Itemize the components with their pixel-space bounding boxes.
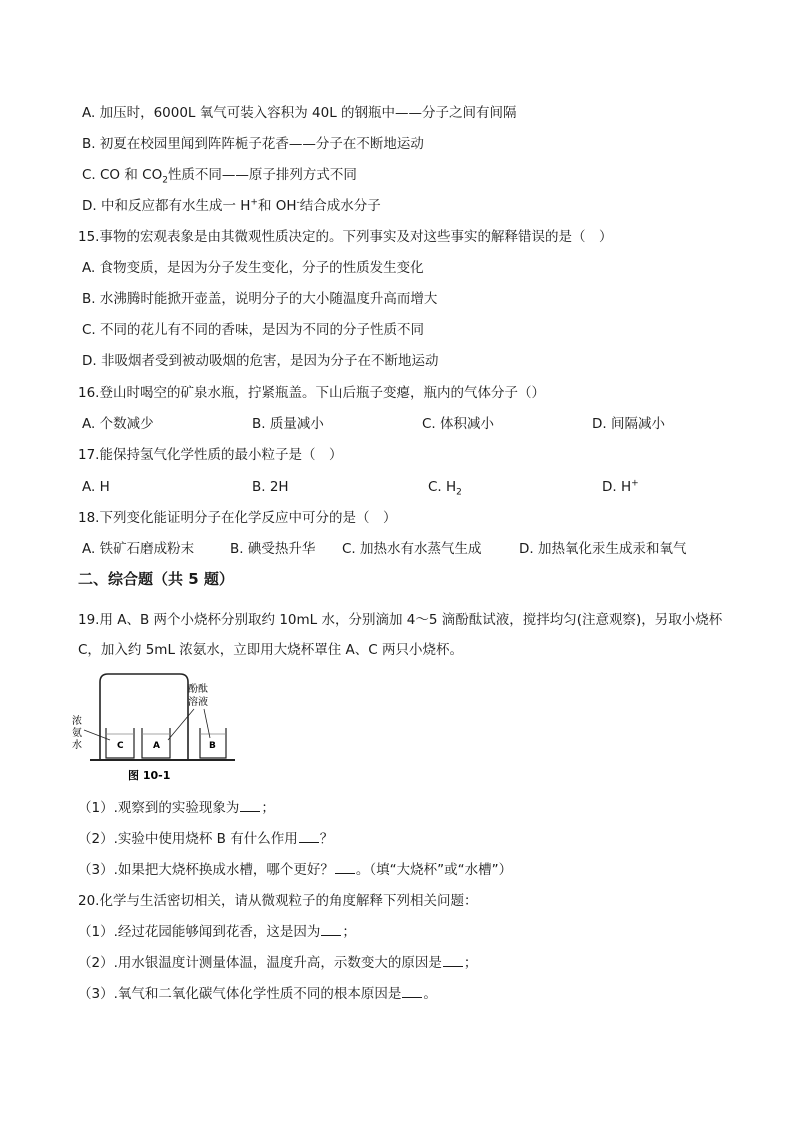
q15-option-d: D. 非吸烟者受到被动吸烟的危害，是因为分子在不断地运动 xyxy=(82,353,439,369)
q15-stem: 15.事物的宏观表象是由其微观性质决定的。下列事实及对这些事实的解释错误的是（ ） xyxy=(78,229,613,245)
q16-option-a: A. 个数减少 xyxy=(82,416,154,432)
q17-option-d xyxy=(602,478,639,496)
phenolphthalein-label-1: 酚酞 xyxy=(188,684,208,695)
q14-option-d-sup1: + xyxy=(250,197,258,208)
section-heading: 二、综合题（共 5 题） xyxy=(78,570,234,588)
q14-option-d-sup2: - xyxy=(296,197,300,208)
q17-option-c-text: C. H xyxy=(428,479,457,495)
q17-option-b: B. 2H xyxy=(252,479,289,495)
q17-option-c-subscript: 2 xyxy=(456,487,462,498)
large-beaker xyxy=(100,674,188,760)
q20-sub1-blank[interactable] xyxy=(321,923,341,936)
experiment-figure xyxy=(70,668,240,786)
q20-sub2-blank[interactable] xyxy=(443,954,463,967)
q14-option-a: A. 加压时，6000L 氧气可装入容积为 40L 的钢瓶中——分子之间有间隔 xyxy=(82,105,517,121)
q14-option-b: B. 初夏在校园里闻到阵阵栀子花香——分子在不断地运动 xyxy=(82,136,424,152)
q16-stem: 16.登山时喝空的矿泉水瓶，拧紧瓶盖。下山后瓶子变瘪，瓶内的气体分子（） xyxy=(78,385,545,401)
q14-option-c-text-end: 性质不同——原子排列方式不同 xyxy=(167,167,357,183)
q14-option-c xyxy=(82,166,357,184)
q14-option-c-text: C. CO 和 CO xyxy=(82,167,163,183)
q19-stem-line2: C，加入约 5mL 浓氨水，立即用大烧杯罩住 A、C 两只小烧杯。 xyxy=(78,642,464,658)
ammonia-label-1: 浓 xyxy=(72,716,82,727)
q14-option-c-subscript: 2 xyxy=(162,175,168,186)
phenolphthalein-pointer-a xyxy=(168,709,194,740)
q19-stem-line1: 19.用 A、B 两个小烧杯分别取约 10mL 水，分别滴加 4～5 滴酚酞试液，搅拌均匀(注意观察)，另取小烧杯 xyxy=(78,612,723,628)
q20-sub1 xyxy=(78,923,356,941)
q18-option-d: D. 加热氧化汞生成汞和氧气 xyxy=(519,541,687,557)
beaker-a-label: A xyxy=(153,741,160,751)
q20-sub1-text: （1）.经过花园能够闻到花香，这是因为 xyxy=(78,924,321,940)
q20-sub2 xyxy=(78,954,477,972)
phenolphthalein-label-2: 溶液 xyxy=(188,697,208,708)
q17-stem: 17.能保持氢气化学性质的最小粒子是（ ） xyxy=(78,447,343,463)
q18-option-b: B. 碘受热升华 xyxy=(230,541,316,557)
q16-option-d: D. 间隔减小 xyxy=(592,416,665,432)
q14-option-d-text-mid: 和 OH xyxy=(257,198,297,214)
q14-option-d xyxy=(82,197,381,215)
q19-sub2-blank[interactable] xyxy=(299,830,319,843)
q19-sub3-text: （3）.如果把大烧杯换成水槽，哪个更好？ xyxy=(78,862,334,878)
q19-sub2-text: （2）.实验中使用烧杯 B 有什么作用 xyxy=(78,831,298,847)
figure-caption: 图 10-1 xyxy=(128,769,171,782)
q19-sub1 xyxy=(78,799,275,817)
q20-sub3 xyxy=(78,985,437,1003)
q17-option-c xyxy=(428,478,462,496)
q16-option-c: C. 体积减小 xyxy=(422,416,495,432)
q15-option-c: C. 不同的花儿有不同的香味，是因为不同的分子性质不同 xyxy=(82,322,425,338)
q19-sub3 xyxy=(78,861,512,879)
q15-option-a: A. 食物变质，是因为分子发生变化，分子的性质发生变化 xyxy=(82,260,424,276)
q17-option-a: A. H xyxy=(82,479,110,495)
q19-sub1-blank[interactable] xyxy=(240,799,260,812)
q20-sub2-text: （2）.用水银温度计测量体温，温度升高，示数变大的原因是 xyxy=(78,955,442,971)
q20-sub3-text: （3）.氧气和二氧化碳气体化学性质不同的根本原因是 xyxy=(78,986,402,1002)
q19-sub3-blank[interactable] xyxy=(335,861,355,874)
q17-option-d-text: D. H xyxy=(602,479,632,495)
q15-option-b: B. 水沸腾时能掀开壶盖，说明分子的大小随温度升高而增大 xyxy=(82,291,438,307)
q20-sub1-end: ； xyxy=(342,924,356,940)
ammonia-label-3: 水 xyxy=(72,740,82,751)
q14-option-d-text-end: 结合成水分子 xyxy=(299,198,381,214)
q18-option-a: A. 铁矿石磨成粉末 xyxy=(82,541,195,557)
beaker-b-label: B xyxy=(209,741,216,751)
q20-sub2-end: ； xyxy=(463,955,478,971)
q19-sub1-text: （1）.观察到的实验现象为 xyxy=(78,800,240,816)
beaker-c-label: C xyxy=(117,741,124,751)
q20-sub3-blank[interactable] xyxy=(402,985,422,998)
ammonia-label-2: 氨 xyxy=(72,728,82,739)
q14-option-d-text: D. 中和反应都有水生成一 H xyxy=(82,198,251,214)
q20-sub3-end: 。 xyxy=(423,986,437,1002)
q19-sub2-end: ？ xyxy=(319,831,334,847)
q18-option-c: C. 加热水有水蒸气生成 xyxy=(342,541,482,557)
q19-sub1-end: ； xyxy=(261,800,275,816)
q20-stem: 20.化学与生活密切相关，请从微观粒子的角度解释下列相关问题： xyxy=(78,893,478,909)
q19-sub3-end: 。（填“大烧杯”或“水槽”） xyxy=(355,862,513,878)
q18-stem: 18.下列变化能证明分子在化学反应中可分的是（ ） xyxy=(78,510,397,526)
q19-sub2 xyxy=(78,830,333,848)
q16-option-b: B. 质量减小 xyxy=(252,416,324,432)
q17-option-d-superscript: + xyxy=(631,478,639,489)
